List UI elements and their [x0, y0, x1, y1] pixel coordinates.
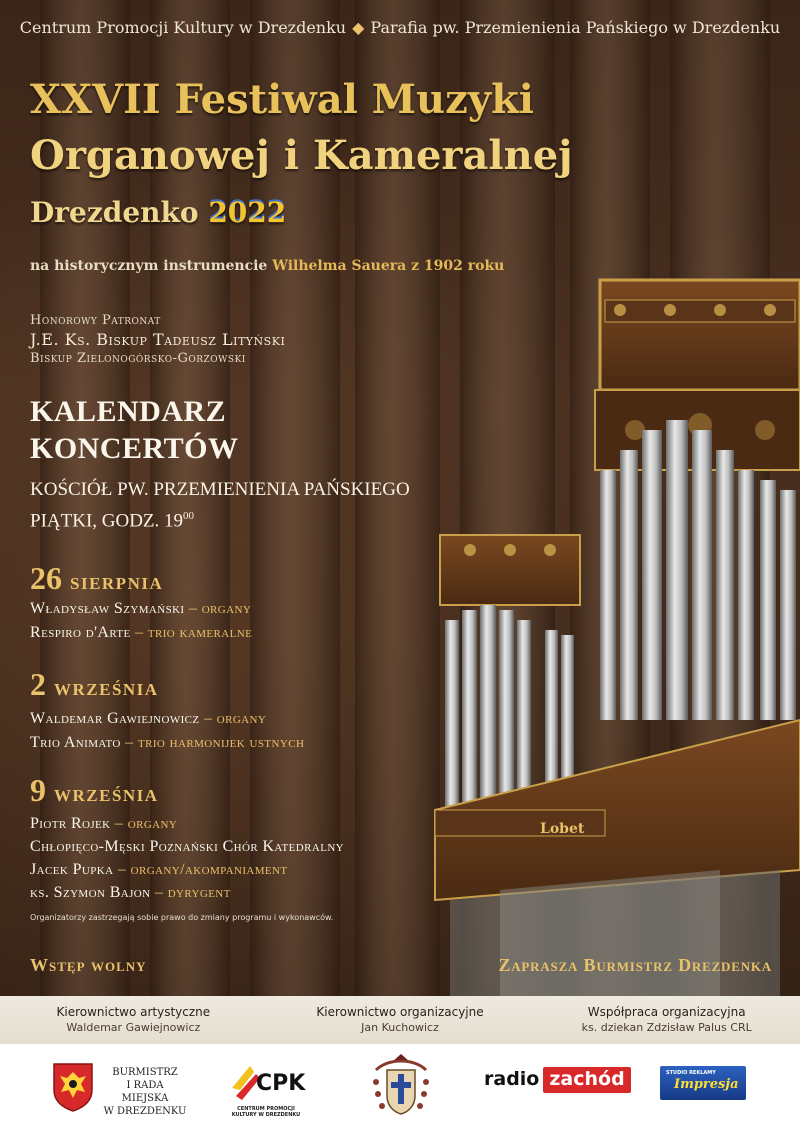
organizer-parish: Parafia pw. Przemienienia Pańskiego w Drezdenku [370, 18, 781, 37]
venue-name: KOŚCIÓŁ PW. PRZEMIENIENIA PAŃSKIEGO [30, 479, 410, 500]
concert-date-3 [30, 772, 159, 809]
concert-time: PIĄTKI, GODZ. 19 [30, 510, 184, 532]
concert-month: sierpnia [70, 569, 164, 595]
patron-name: J.E. Ks. Biskup Tadeusz Lityński [30, 330, 286, 349]
calendar-title-line2: KONCERTÓW [30, 432, 239, 465]
cpk-caption: CENTRUM PROMOCJI KULTURY W DREZDENKU [231, 1106, 301, 1118]
performer-role: dyrygent [167, 884, 231, 901]
festival-year: 2022 [208, 196, 287, 229]
cpk-logo-icon [226, 1058, 306, 1106]
performer-line: Waldemar Gawiejnowicz – organy [30, 710, 267, 727]
performer-line: Jacek Pupka – organy/akompaniament [30, 861, 288, 878]
instrument-name: Wilhelma Sauera z 1902 roku [272, 258, 505, 274]
credit-label: Współpraca organizacyjna [587, 1005, 746, 1019]
performer-line: Trio Animato – trio harmonijek ustnych [30, 734, 305, 751]
festival-city-year [30, 196, 286, 229]
calendar-title [30, 393, 430, 467]
performer-line: Piotr Rojek – organy [30, 815, 178, 832]
diamond-separator-icon: ◆ [352, 18, 365, 37]
performer-role: organy [216, 710, 267, 727]
performer-name: Jacek Pupka [30, 861, 114, 878]
concert-month: września [54, 675, 159, 701]
performer-role: organy [127, 815, 178, 832]
calendar-title-line1: KALENDARZ [30, 395, 227, 428]
organizer-cpk: Centrum Promocji Kultury w Drezdenku [19, 18, 347, 37]
concert-venue [30, 476, 500, 534]
performer-role: organy/akompaniament [130, 861, 288, 878]
instrument-note [30, 258, 504, 274]
credit-cooperation [533, 996, 800, 1044]
performer-line: ks. Szymon Bajon – dyrygent [30, 884, 231, 901]
festival-title [30, 72, 630, 184]
patron-role: Biskup Zielonogórsko-Gorzowski [30, 351, 246, 366]
credit-label: Kierownictwo organizacyjne [316, 1005, 484, 1019]
performer-name: ks. Szymon Bajon [30, 884, 151, 901]
organ-illustration [420, 250, 800, 1000]
patronage-label: Honorowy Patronat [30, 313, 161, 328]
bishop-coat-of-arms-icon [370, 1052, 432, 1124]
performer-role: trio kameralne [147, 624, 253, 641]
disclaimer: Organizatorzy zastrzegają sobie prawo do zmiany programu i wykonawców. [30, 913, 334, 922]
performer-role: organy [201, 600, 252, 617]
credit-label: Kierownictwo artystyczne [56, 1005, 211, 1019]
concert-date-1 [30, 560, 163, 597]
concert-day: 2 [30, 666, 46, 702]
festival-city: Drezdenko [30, 196, 199, 229]
credit-value: ks. dziekan Zdzisław Palus CRL [581, 1021, 752, 1034]
free-entry: Wstęp wolny [30, 955, 147, 975]
credits-bar [0, 996, 800, 1044]
credit-artistic [0, 996, 267, 1044]
town-council-text: BURMISTRZ I RADA MIEJSKA W DREZDENKU [103, 1067, 187, 1117]
performer-name: Trio Animato [30, 734, 121, 751]
mayor-invitation: Zaprasza Burmistrz Drezdenka [498, 955, 772, 975]
performer-role: trio harmonijek ustnych [137, 734, 305, 751]
credit-organizational [267, 996, 534, 1044]
performer-line: Respiro d'Arte – trio kameralne [30, 624, 253, 641]
concert-time-minutes: 00 [183, 510, 195, 522]
concert-month: września [54, 781, 159, 807]
cpk-letters: CPK [256, 1071, 306, 1096]
performer-name: Waldemar Gawiejnowicz [30, 710, 200, 727]
credit-value: Waldemar Gawiejnowicz [66, 1021, 201, 1034]
festival-title-line2: Organowej i Kameralnej [30, 132, 573, 179]
festival-title-line1: XXVII Festiwal Muzyki [30, 76, 535, 123]
sponsor-logos-bar [0, 1044, 800, 1131]
concert-day: 26 [30, 560, 62, 596]
instrument-prefix: na historycznym instrumencie [30, 258, 268, 274]
performer-name: Władysław Szymański [30, 600, 185, 617]
radio-zachod-logo: radio zachód [484, 1068, 631, 1090]
town-coat-of-arms-icon [52, 1062, 94, 1112]
credit-value: Jan Kuchowicz [361, 1021, 439, 1034]
studio-impresja-logo: STUDIO REKLAMY Impresja [660, 1066, 746, 1100]
concert-day: 9 [30, 772, 46, 808]
organizers-line [0, 18, 800, 37]
organ-inscription: Lobet [540, 821, 585, 837]
performer-line [30, 838, 344, 856]
performer-name: Piotr Rojek [30, 815, 111, 832]
performer-name: Chłopięco-Męski Poznański Chór Katedralny [30, 838, 345, 855]
concert-date-2 [30, 666, 159, 703]
performer-name: Respiro d'Arte [30, 624, 131, 641]
performer-line: Władysław Szymański – organy [30, 600, 252, 617]
